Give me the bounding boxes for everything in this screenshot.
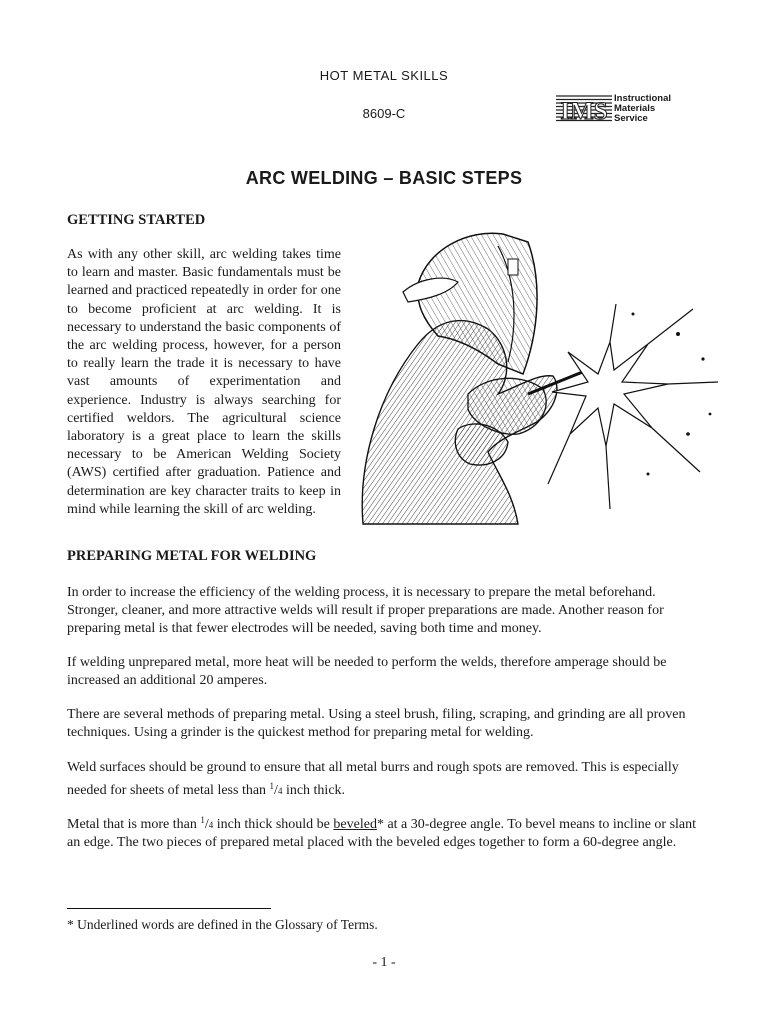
document-code: 8609-C bbox=[362, 106, 406, 121]
ims-logo-text bbox=[614, 94, 671, 124]
ims-logo-mark bbox=[556, 94, 612, 124]
paragraph-preparation-methods: There are several methods of preparing metal. Using a steel brush, filing, scraping, and grinding are all proven techniques. Using a grinder is the quickest method for preparing metal for welding. bbox=[67, 707, 686, 741]
fraction-denominator: 4 bbox=[208, 820, 214, 830]
beveling-text-end: * at a 30-degree angle. To bevel means to incline or slant an edge. The two pieces of prepared metal placed with the beveled edges together to form a 60-degree angle. bbox=[67, 817, 697, 851]
weld-surfaces-text: Weld surfaces should be ground to ensure that all metal burrs and rough spots are removed. This is especially needed for sheets of metal less than bbox=[67, 760, 679, 799]
footnote-divider bbox=[67, 908, 271, 909]
welder-illustration bbox=[348, 224, 728, 538]
fraction-slash: / bbox=[204, 817, 209, 832]
section-heading-preparing-metal: PREPARING METAL FOR WELDING bbox=[67, 548, 317, 564]
weld-surfaces-text-end: inch thick. bbox=[282, 783, 346, 799]
footnote: * Underlined words are defined in the Glossary of Terms. bbox=[67, 917, 378, 932]
logo-word-2: Materials bbox=[614, 103, 656, 114]
paragraph-unprepared-metal: If welding unprepared metal, more heat will be needed to perform the welds, therefore amperage should be increased an additional 20 amperes. bbox=[67, 655, 667, 689]
logo-word-1: Instructional bbox=[614, 93, 672, 104]
fraction-numerator: 1 bbox=[269, 781, 275, 792]
ims-logo bbox=[556, 94, 704, 124]
page-title: ARC WELDING – BASIC STEPS bbox=[245, 168, 523, 188]
page-number: - 1 - bbox=[372, 955, 396, 970]
beveling-text-start: Metal that is more than bbox=[67, 817, 201, 832]
fraction-slash: / bbox=[274, 783, 278, 799]
paragraph-beveling bbox=[67, 811, 703, 852]
paragraph-efficiency: In order to increase the efficiency of the welding process, it is necessary to prepare the metal beforehand. Stronger, cleaner, and more attractive welds will result if proper preparations are made. Another reason for preparing metal is that fewer electrodes will be needed, saving both time and money. bbox=[67, 585, 664, 637]
intro-paragraph: As with any other skill, arc welding takes time to learn and master. Basic fundamentals must be learned and practiced repeatedly in order for one to become proficient at arc welding. It is necessary to understand the basic components of the arc welding process, however, for a person to really learn the trade it is necessary to have vast amounts of experimentation and experience. Industry is always searching for certified weldors. The agricultural science laboratory is a great place to learn the skills necessary to be American Welding Society (AWS) certified after graduation. Patience and determination are key character traits to keep in mind while learning the skill of arc welding. bbox=[67, 247, 341, 517]
fraction-numerator: 1 bbox=[200, 815, 205, 825]
logo-word-3: Service bbox=[614, 113, 648, 124]
beveling-text-mid: inch thick should be bbox=[213, 817, 334, 832]
section-heading-getting-started: GETTING STARTED bbox=[67, 212, 206, 228]
glossary-term-beveled: beveled bbox=[333, 817, 377, 832]
paragraph-weld-surfaces bbox=[67, 759, 703, 800]
series-title: HOT METAL SKILLS bbox=[319, 68, 449, 83]
ims-logo-letters: IMS bbox=[560, 98, 608, 124]
fraction-denominator: 4 bbox=[277, 786, 283, 797]
